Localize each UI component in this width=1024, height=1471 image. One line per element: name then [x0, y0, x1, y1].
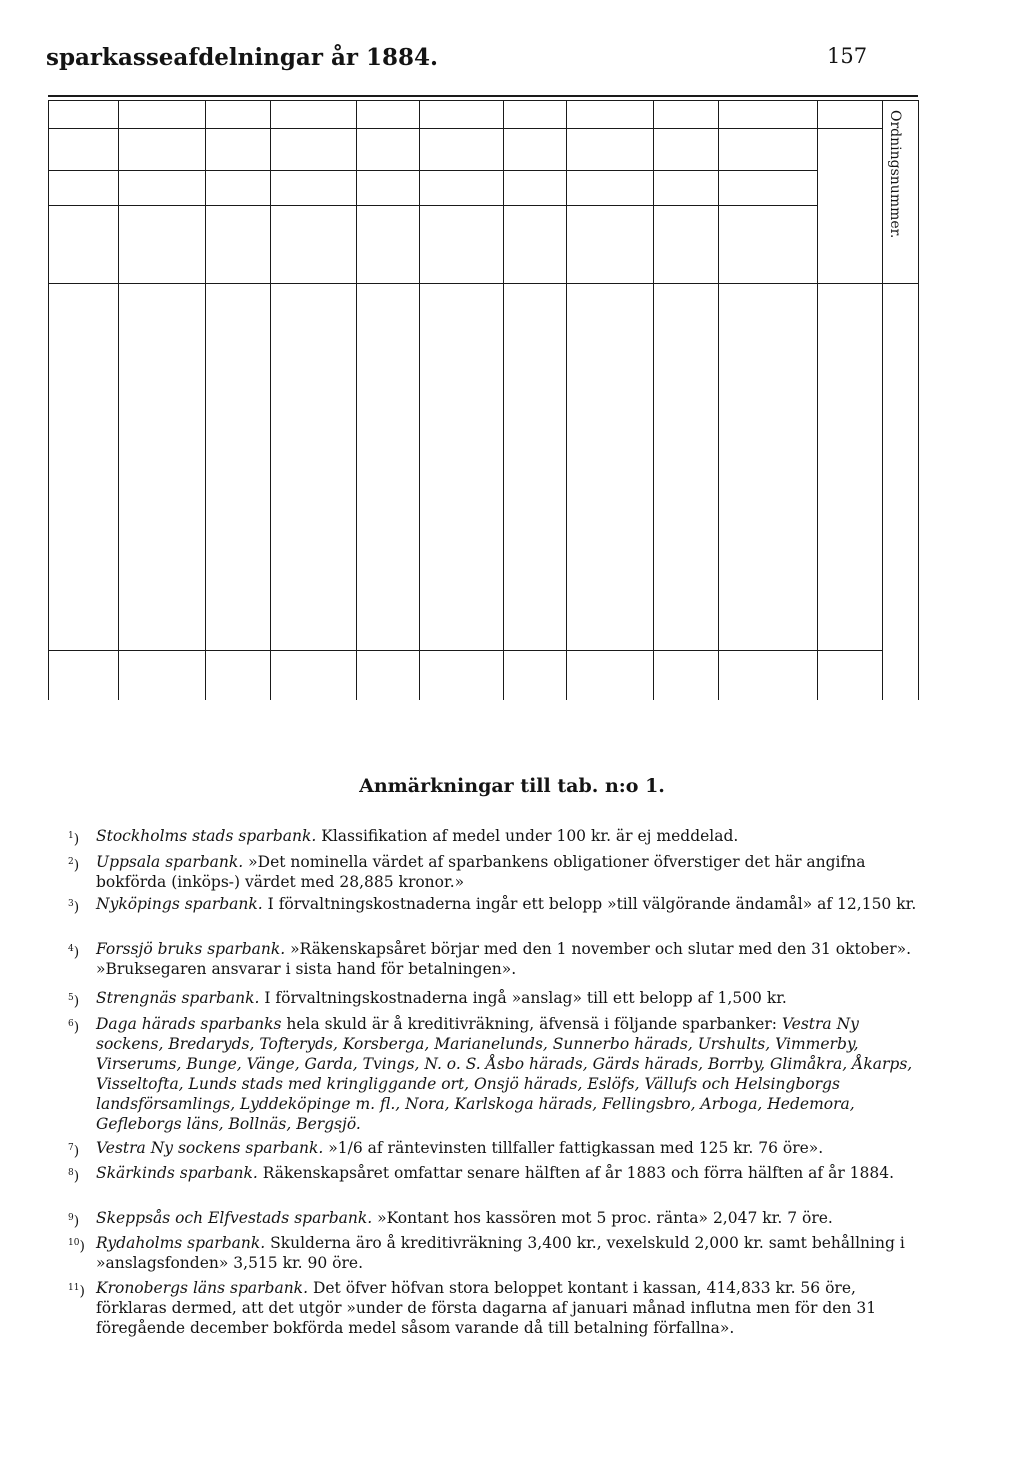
column-number-rule — [48, 128, 882, 129]
footnote-bank-name: Strengnäs sparbank. — [96, 989, 260, 1007]
footnote-bank-name: Skärkinds sparbank. — [96, 1164, 258, 1182]
footnote — [68, 988, 928, 1010]
footnote-marker: $^3$) — [68, 899, 80, 916]
footnote-marker: $^6$) — [68, 1019, 80, 1036]
footnote — [68, 1163, 928, 1185]
notes-heading: Anmärkningar till tab. n:o 1. — [359, 775, 665, 797]
footnote-bank-name: Forssjö bruks sparbank. — [96, 940, 286, 958]
footnote-marker: $^2$) — [68, 857, 80, 874]
footnote — [68, 894, 928, 916]
column-rule — [817, 100, 818, 700]
footnote-marker: $^8$) — [68, 1168, 80, 1185]
footnote-text: »Kontant hos kassören mot 5 proc. ränta» 2,047 kr. 7 öre. — [377, 1209, 833, 1227]
footnote-bank-name: Kronobergs läns sparbank. — [96, 1279, 308, 1297]
page-number: 157 — [827, 44, 868, 68]
column-rule — [48, 100, 49, 700]
classification-rule — [48, 170, 817, 171]
footnote-text: I förvaltningskostnaderna ingår ett belopp »till välgörande ändamål» af 12,150 kr. — [267, 895, 917, 913]
column-rule — [205, 100, 206, 700]
footnote-marker: $^1$) — [68, 831, 80, 848]
footnote-marker: $^7$) — [68, 1143, 80, 1160]
footnote-text: Det öfver höfvan stora beloppet kontant i kassan, 414,833 kr. 56 öre, förklaras dermed, att det utgör »under de första dagarna af januari månad influtna men för den 31 föregående december bokförda medel såsom varande då till betalning förfallna». — [96, 1279, 877, 1337]
ordningsnummer-label: Ordningsnummer. — [887, 110, 903, 239]
footnote-text: I förvaltningskostnaderna ingå »anslag» till ett belopp af 1,500 kr. — [264, 989, 787, 1007]
footnote-text: Skulderna äro å kreditivräkning 3,400 kr., vexelskuld 2,000 kr. samt behållning i »anslagsfonden» 3,515 kr. 90 öre. — [96, 1234, 905, 1272]
footnote-bank-name: Daga härads sparbanks — [96, 1015, 282, 1033]
footnote-bank-list: Vestra Ny sockens, Bredaryds, Tofteryds, Korsberga, Marianelunds, Sunnerbo härads, Urshults, Vimmerby, Virserums, Bunge, Vänge, Garda, Tvings, N. o. S. Åsbo härads, Gärds härads, Borrby, Glimåkra, Åkarps, Visseltofta, Lunds stads med kringliggande ort, Onsjö härads, Eslöfs, Vällufs och Helsingborgs landsförsamlings, Lyddeköpinge m. fl., Nora, Karlskoga härads, Fellingsbro, Arboga, Hedemora, Gefleborgs läns, Bollnäs, Bergsjö. — [96, 1015, 913, 1133]
footnote-bank-name: Uppsala sparbank. — [96, 853, 244, 871]
column-rule — [503, 100, 504, 700]
footnote-marker: $^4$) — [68, 944, 80, 961]
footnote-text: »Det nominella värdet af sparbankens obligationer öfverstiger det här angifna bokförda (inköps-) värdet med 28,885 kronor.» — [96, 853, 866, 891]
footnote — [68, 1138, 928, 1160]
footnote — [68, 1014, 928, 1134]
group-rule — [48, 205, 817, 206]
footnote — [68, 1233, 928, 1273]
column-rule — [882, 100, 883, 700]
column-rule — [419, 100, 420, 700]
table-top-rule — [48, 100, 918, 101]
footnote-bank-name: Vestra Ny sockens sparbank. — [96, 1139, 324, 1157]
statistics-table — [0, 0, 1024, 700]
footnote-marker: $^5$) — [68, 993, 80, 1010]
column-rule — [270, 100, 271, 700]
footnote — [68, 852, 928, 892]
footnote — [68, 826, 928, 848]
footnote-text: »Räkenskapsåret börjar med den 1 november och slutar med den 31 oktober». »Bruksegaren ansvarar i sista hand för betalningen». — [96, 940, 912, 978]
footnote — [68, 1278, 928, 1338]
footnote-text: »1/6 af räntevinsten tillfaller fattigkassan med 125 kr. 76 öre». — [328, 1139, 824, 1157]
column-rule — [118, 100, 119, 700]
column-rule — [356, 100, 357, 700]
footnote-bank-name: Rydaholms sparbank. — [96, 1234, 266, 1252]
page-title: sparkasseafdelningar år 1884. — [46, 44, 439, 71]
footnote — [68, 1208, 928, 1230]
footnote-marker: $^9$) — [68, 1213, 80, 1230]
totals-rule — [48, 650, 882, 651]
footnote-marker: $^{11}$) — [68, 1283, 85, 1300]
footnote-bank-name: Skeppsås och Elfvestads sparbank. — [96, 1209, 373, 1227]
header-bottom-rule — [48, 283, 918, 284]
column-rule — [718, 100, 719, 700]
footnote-text: Räkenskapsåret omfattar senare hälften af år 1883 och förra hälften af år 1884. — [262, 1164, 895, 1182]
footnote-text: Klassifikation af medel under 100 kr. är ej meddelad. — [321, 827, 739, 845]
footnote-marker: $^{10}$) — [68, 1238, 85, 1255]
column-rule — [566, 100, 567, 700]
column-rule — [653, 100, 654, 700]
footnote-bank-name: Nyköpings sparbank. — [96, 895, 263, 913]
column-rule — [918, 100, 919, 700]
table-top-rule — [48, 95, 918, 97]
footnote — [68, 939, 928, 979]
footnote-bank-name: Stockholms stads sparbank. — [96, 827, 317, 845]
footnote-text: hela skuld är å kreditivräkning, äfvensä i följande sparbanker: — [286, 1015, 777, 1033]
